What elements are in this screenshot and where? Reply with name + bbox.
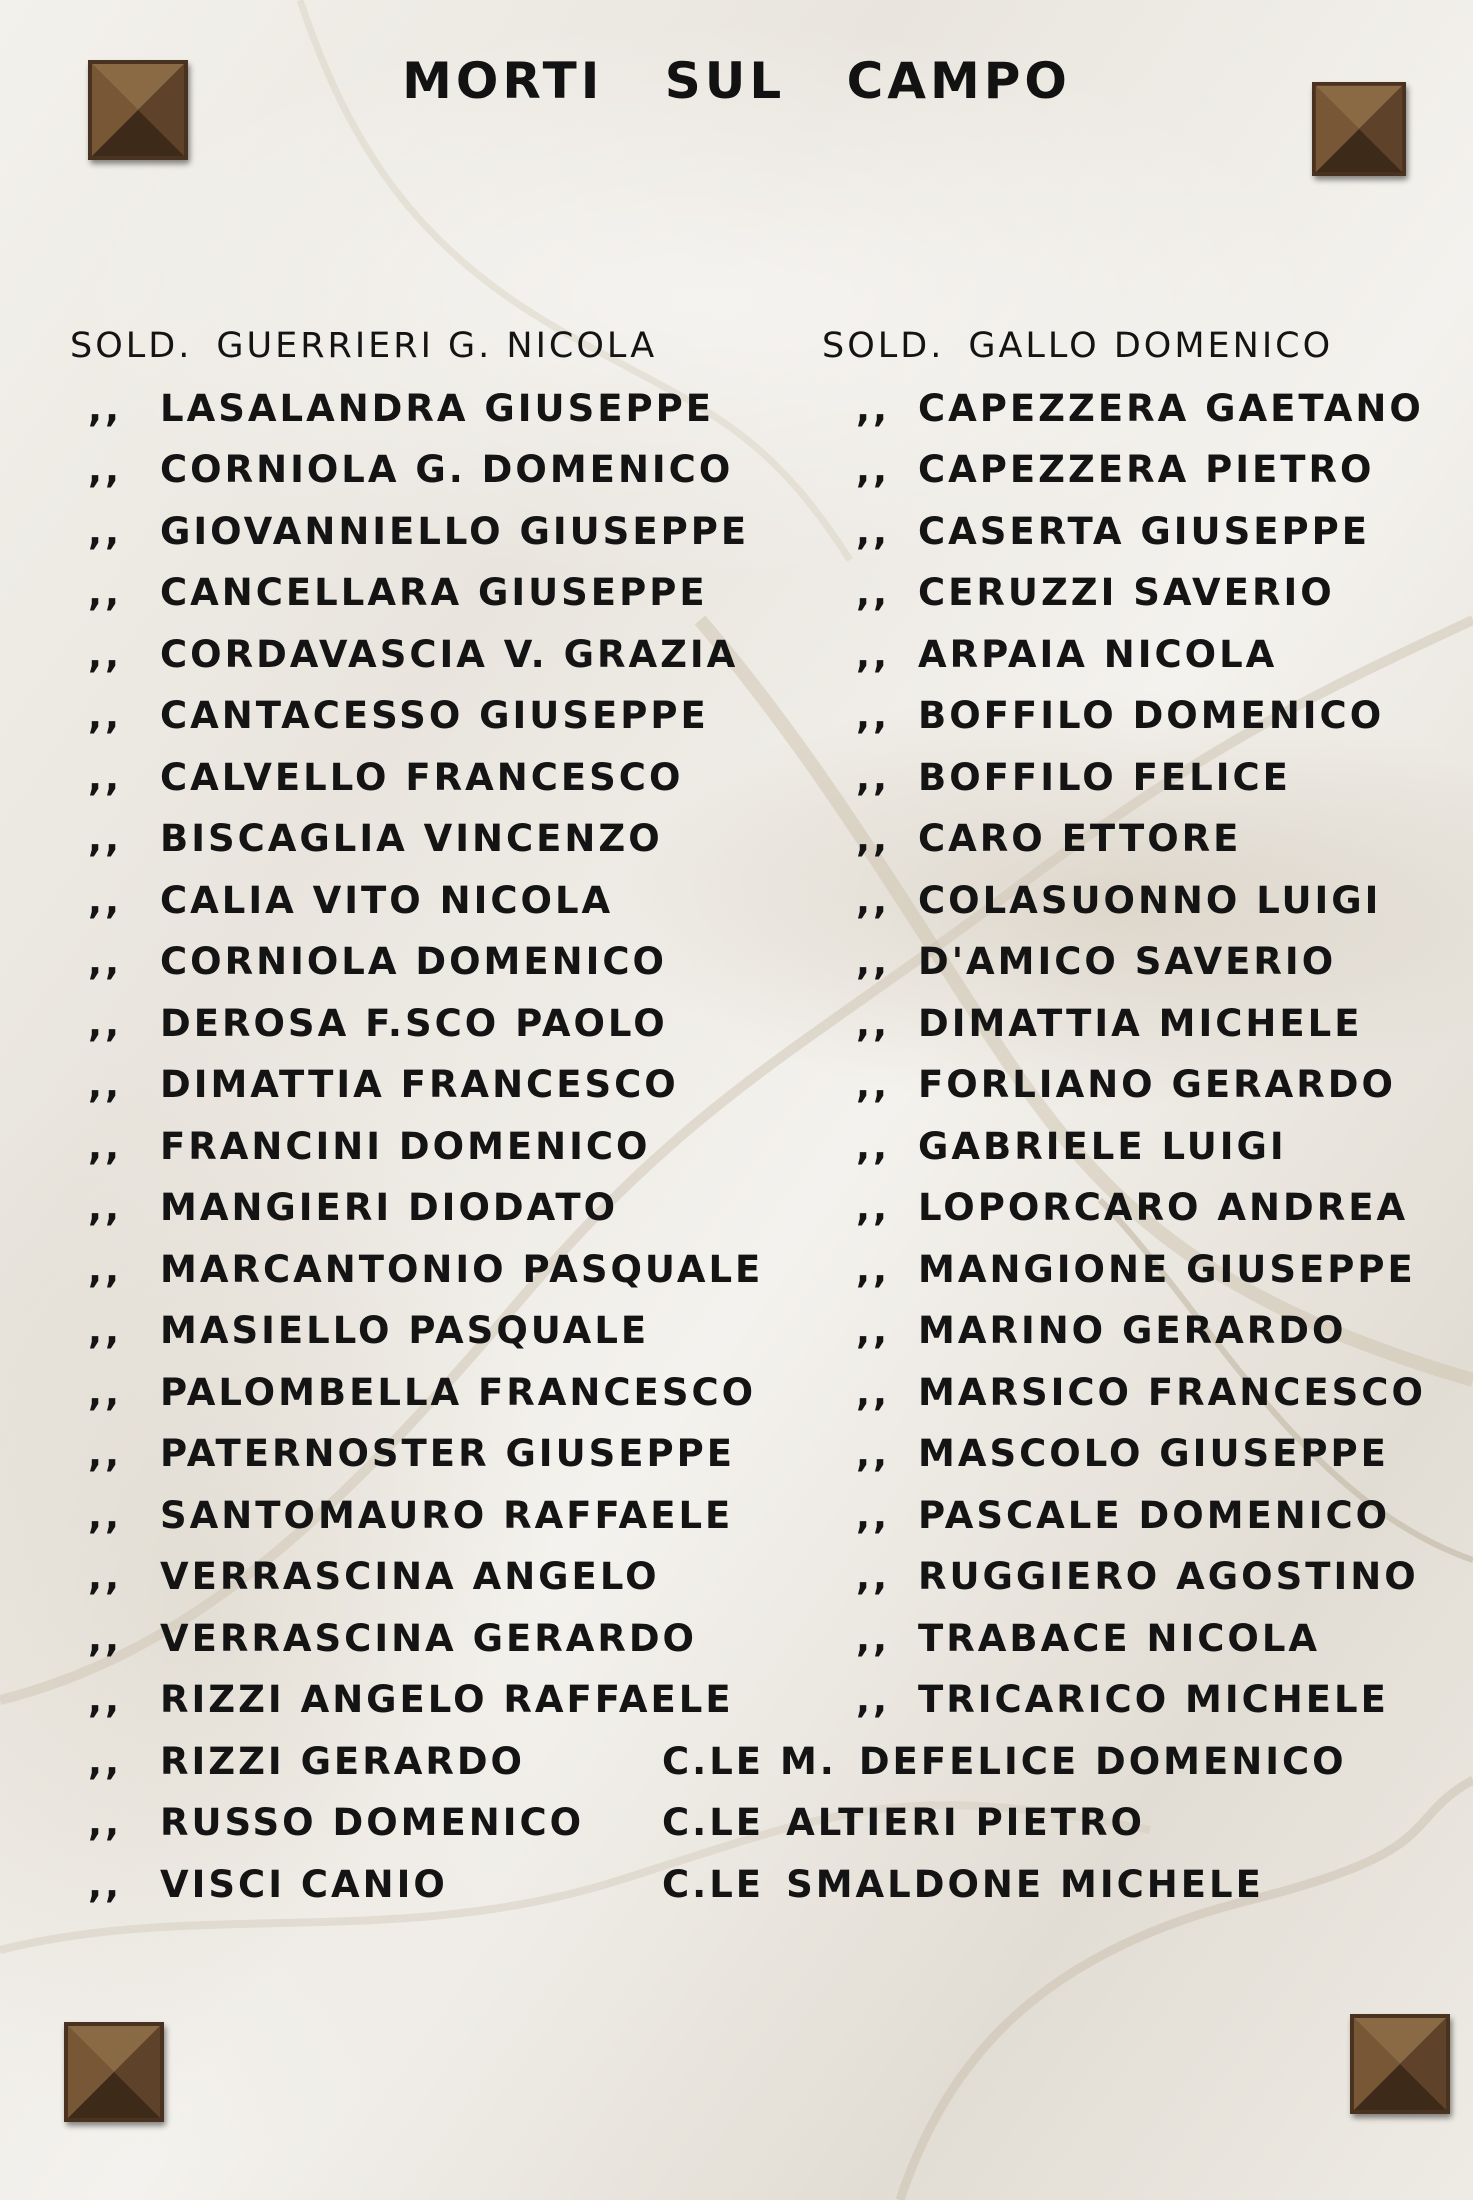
soldier-name: CAPEZZERA GAETANO — [918, 386, 1424, 430]
rank-prefix: ,, — [856, 1063, 891, 1106]
name-row — [822, 316, 1462, 378]
rank-prefix: ,, — [88, 1370, 123, 1414]
rank-prefix: ,, — [88, 940, 123, 983]
rank-prefix: C.LE — [662, 1862, 765, 1906]
rank-prefix: ,, — [88, 1493, 123, 1537]
name-row — [822, 439, 1462, 501]
name-row — [822, 1485, 1462, 1547]
soldier-name: VERRASCINA GERARDO — [160, 1616, 698, 1660]
pyramid-stud-icon — [64, 2022, 164, 2122]
soldier-name: LASALANDRA GIUSEPPE — [160, 386, 715, 430]
rank-prefix: ,, — [856, 1247, 891, 1291]
rank-prefix: ,, — [856, 1555, 891, 1598]
name-row — [70, 685, 810, 747]
name-row — [822, 1054, 1462, 1116]
soldier-name: MARCANTONIO PASQUALE — [160, 1247, 764, 1291]
name-row — [70, 1300, 810, 1362]
name-row — [822, 747, 1462, 809]
soldier-name: BOFFILO DOMENICO — [918, 694, 1385, 737]
name-row — [70, 1546, 810, 1608]
soldier-name: CANCELLARA GIUSEPPE — [160, 571, 708, 614]
rank-prefix: ,, — [88, 1678, 123, 1721]
rank-prefix: ,, — [88, 1801, 123, 1844]
soldier-name: D'AMICO SAVERIO — [918, 940, 1337, 983]
rank-prefix: C.LE — [662, 1801, 765, 1844]
rank-prefix: ,, — [856, 1370, 891, 1414]
pyramid-stud-icon — [1350, 2014, 1450, 2114]
rank-prefix: ,, — [88, 1739, 123, 1783]
rank-prefix: ,, — [856, 878, 891, 922]
soldier-name: TRICARICO MICHELE — [918, 1678, 1389, 1721]
rank-prefix: ,, — [856, 1678, 891, 1721]
soldier-name: MASIELLO PASQUALE — [160, 1309, 650, 1352]
name-row — [822, 1608, 1462, 1670]
name-row — [70, 316, 810, 378]
soldier-name: GIOVANNIELLO GIUSEPPE — [160, 509, 750, 553]
rank-prefix: ,, — [856, 1186, 891, 1229]
soldier-name: PALOMBELLA FRANCESCO — [160, 1370, 757, 1414]
name-row — [70, 808, 810, 870]
rank-prefix: ,, — [88, 1555, 123, 1598]
rank-prefix: ,, — [88, 1063, 123, 1106]
soldier-name: PATERNOSTER GIUSEPPE — [160, 1432, 736, 1475]
rank-prefix: ,, — [88, 1616, 123, 1660]
rank-prefix: ,, — [856, 1001, 891, 1045]
name-row — [822, 1116, 1462, 1178]
rank-prefix: ,, — [88, 1309, 123, 1352]
soldier-name: MANGIERI DIODATO — [160, 1186, 619, 1229]
rank-prefix: ,, — [856, 448, 891, 491]
name-row — [822, 808, 1462, 870]
rank-prefix: ,, — [88, 694, 123, 737]
name-row — [822, 501, 1462, 563]
rank-prefix: ,, — [856, 1309, 891, 1352]
soldier-name: MARINO GERARDO — [918, 1309, 1347, 1352]
soldier-name: RIZZI GERARDO — [160, 1739, 525, 1783]
soldier-name: ALTIERI PIETRO — [786, 1801, 1145, 1844]
soldier-name: VISCI CANIO — [160, 1862, 448, 1906]
rank-prefix: ,, — [88, 755, 123, 799]
rank-prefix: ,, — [88, 571, 123, 614]
soldier-name: CARO ETTORE — [918, 817, 1242, 860]
soldier-name: GABRIELE LUIGI — [918, 1124, 1287, 1168]
soldier-name: LOPORCARO ANDREA — [918, 1186, 1409, 1229]
rank-prefix: ,, — [88, 1432, 123, 1475]
soldier-name: DIMATTIA FRANCESCO — [160, 1063, 679, 1106]
rank-prefix: ,, — [88, 1001, 123, 1045]
name-row — [70, 1362, 810, 1424]
name-row — [822, 1362, 1462, 1424]
rank-prefix: ,, — [856, 632, 891, 676]
soldier-name: RUGGIERO AGOSTINO — [918, 1555, 1419, 1598]
plaque-title: MORTI SUL CAMPO — [402, 52, 1071, 110]
rank-prefix: C.LE M. — [662, 1739, 837, 1783]
soldier-name: COLASUONNO LUIGI — [918, 878, 1382, 922]
left-name-column — [70, 316, 810, 1915]
rank-prefix: ,, — [88, 448, 123, 491]
rank-prefix: ,, — [856, 1432, 891, 1475]
rank-prefix: ,, — [856, 755, 891, 799]
soldier-name: PASCALE DOMENICO — [918, 1493, 1391, 1537]
rank-prefix: ,, — [856, 1124, 891, 1168]
soldier-name: CALVELLO FRANCESCO — [160, 755, 684, 799]
soldier-name: DIMATTIA MICHELE — [918, 1001, 1363, 1045]
name-row — [822, 1239, 1462, 1301]
rank-prefix: ,, — [88, 1124, 123, 1168]
soldier-name: VERRASCINA ANGELO — [160, 1555, 660, 1598]
rank-prefix: ,, — [88, 632, 123, 676]
rank-prefix: ,, — [856, 386, 891, 430]
soldier-name: MASCOLO GIUSEPPE — [918, 1432, 1389, 1475]
rank-prefix: ,, — [88, 1186, 123, 1229]
soldier-name: FRANCINI DOMENICO — [160, 1124, 651, 1168]
soldier-name: SMALDONE MICHELE — [786, 1862, 1264, 1906]
soldier-name: BOFFILO FELICE — [918, 755, 1291, 799]
rank-prefix: ,, — [88, 1862, 123, 1906]
name-row — [70, 378, 810, 440]
soldier-name: CORNIOLA G. DOMENICO — [160, 448, 734, 491]
name-row — [822, 378, 1462, 440]
name-row — [822, 870, 1462, 932]
rank-prefix: ,, — [88, 509, 123, 553]
soldier-name: CAPEZZERA PIETRO — [918, 448, 1375, 491]
rank-prefix: ,, — [856, 940, 891, 983]
soldier-name: MANGIONE GIUSEPPE — [918, 1247, 1416, 1291]
rank-prefix: ,, — [856, 571, 891, 614]
rank-prefix: ,, — [856, 1616, 891, 1660]
soldier-name: GUERRIERI G. NICOLA — [216, 326, 658, 366]
name-row — [662, 1792, 1462, 1854]
soldier-name: GALLO DOMENICO — [968, 326, 1334, 366]
name-row — [70, 747, 810, 809]
soldier-name: RUSSO DOMENICO — [160, 1801, 585, 1844]
name-row — [70, 1054, 810, 1116]
name-row — [70, 1239, 810, 1301]
soldier-name: DEFELICE DOMENICO — [858, 1739, 1347, 1783]
soldier-name: CALIA VITO NICOLA — [160, 878, 614, 922]
soldier-name: MARSICO FRANCESCO — [918, 1370, 1426, 1414]
soldier-name: CORDAVASCIA V. GRAZIA — [160, 632, 739, 676]
name-row — [70, 1485, 810, 1547]
soldier-name: BISCAGLIA VINCENZO — [160, 817, 663, 860]
name-row — [70, 993, 810, 1055]
name-row — [822, 993, 1462, 1055]
name-row — [662, 1854, 1462, 1916]
soldier-name: RIZZI ANGELO RAFFAELE — [160, 1678, 734, 1721]
name-row — [822, 931, 1462, 993]
rank-prefix: ,, — [856, 694, 891, 737]
rank-prefix: SOLD. — [70, 326, 193, 366]
rank-prefix: SOLD. — [822, 326, 945, 366]
name-row — [70, 931, 810, 993]
name-row — [822, 624, 1462, 686]
name-row — [70, 439, 810, 501]
rank-prefix: ,, — [856, 509, 891, 553]
name-row — [70, 1423, 810, 1485]
soldier-name: TRABACE NICOLA — [918, 1616, 1321, 1660]
rank-prefix: ,, — [856, 817, 891, 860]
right-name-column — [662, 316, 1462, 1915]
soldier-name: SANTOMAURO RAFFAELE — [160, 1493, 734, 1537]
pyramid-stud-icon — [88, 60, 188, 160]
soldier-name: DEROSA F.SCO PAOLO — [160, 1001, 668, 1045]
name-row — [70, 1177, 810, 1239]
name-row — [70, 1116, 810, 1178]
name-row — [822, 685, 1462, 747]
soldier-name: CERUZZI SAVERIO — [918, 571, 1335, 614]
rank-prefix: ,, — [856, 1493, 891, 1537]
name-row — [70, 501, 810, 563]
rank-prefix: ,, — [88, 1247, 123, 1291]
name-row — [822, 562, 1462, 624]
name-row — [70, 624, 810, 686]
soldier-name: CORNIOLA DOMENICO — [160, 940, 667, 983]
rank-prefix: ,, — [88, 386, 123, 430]
name-row — [822, 1669, 1462, 1731]
rank-prefix: ,, — [88, 878, 123, 922]
name-row — [822, 1300, 1462, 1362]
pyramid-stud-icon — [1312, 82, 1406, 176]
name-row — [70, 1608, 810, 1670]
name-row — [662, 1731, 1462, 1793]
name-row — [822, 1177, 1462, 1239]
soldier-name: CASERTA GIUSEPPE — [918, 509, 1371, 553]
name-row — [70, 1669, 810, 1731]
name-row — [70, 870, 810, 932]
soldier-name: CANTACESSO GIUSEPPE — [160, 694, 709, 737]
name-row — [70, 562, 810, 624]
soldier-name: ARPAIA NICOLA — [918, 632, 1278, 676]
soldier-name: FORLIANO GERARDO — [918, 1063, 1396, 1106]
name-row — [822, 1546, 1462, 1608]
name-row — [822, 1423, 1462, 1485]
rank-prefix: ,, — [88, 817, 123, 860]
